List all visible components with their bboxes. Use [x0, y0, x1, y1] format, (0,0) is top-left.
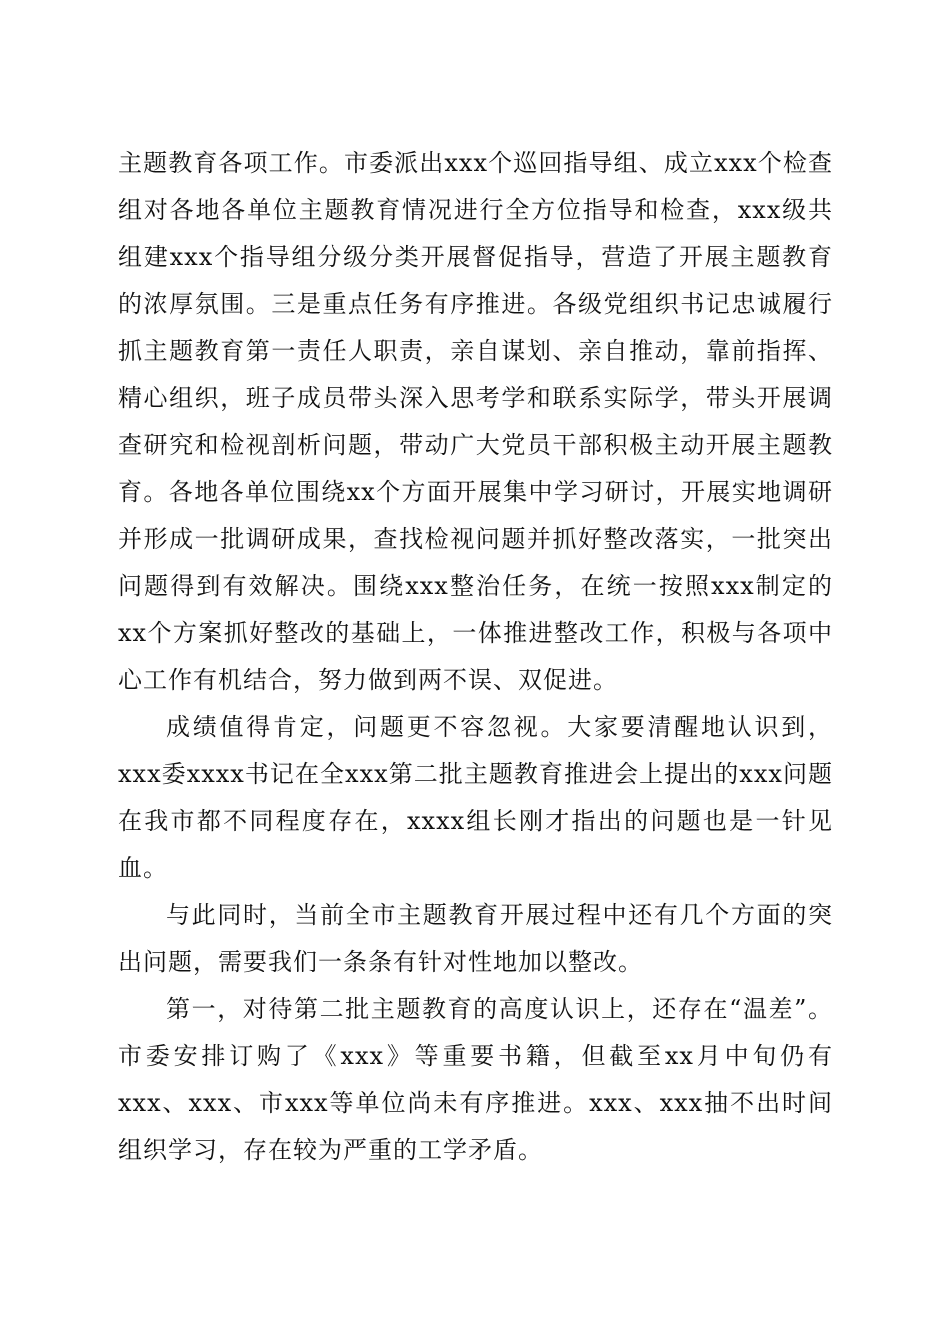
paragraph-achievements-problems: 成绩值得肯定，问题更不容忽视。大家要清醒地认识到，xxx委xxxx书记在全xxx第二批主题教育推进会上提出的xxx问题在我市都不同程度存在，xxxx组长刚才指出的问题也是一针见血。	[118, 713, 833, 882]
paragraph-first-issue: 第一，对待第二批主题教育的高度认识上，还存在“温差”。市委安排订购了《xxx》等重要书籍，但截至xx月中旬仍有xxx、xxx、市xxx等单位尚未有序推进。xxx、xxx抽不出时间组织学习，存在较为严重的工学矛盾。	[118, 995, 833, 1164]
paragraph-outstanding-problems: 与此同时，当前全市主题教育开展过程中还有几个方面的突出问题，需要我们一条条有针对性地加以整改。	[118, 901, 833, 976]
paragraph-continuation: 主题教育各项工作。市委派出xxx个巡回指导组、成立xxx个检查组对各地各单位主题教育情况进行全方位指导和检查，xxx级共组建xxx个指导组分级分类开展督促指导，营造了开展主题教育的浓厚氛围。三是重点任务有序推进。各级党组织书记忠诚履行抓主题教育第一责任人职责，亲自谋划、亲自推动，靠前指挥、精心组织，班子成员带头深入思考学和联系实际学，带头开展调查研究和检视剖析问题，带动广大党员干部积极主动开展主题教育。各地各单位围绕xx个方面开展集中学习研讨，开展实地调研并形成一批调研成果，查找检视问题并抓好整改落实，一批突出问题得到有效解决。围绕xxx整治任务，在统一按照xxx制定的xx个方案抓好整改的基础上，一体推进整改工作，积极与各项中心工作有机结合，努力做到两不误、双促进。	[118, 149, 833, 694]
document-body	[118, 140, 833, 1174]
